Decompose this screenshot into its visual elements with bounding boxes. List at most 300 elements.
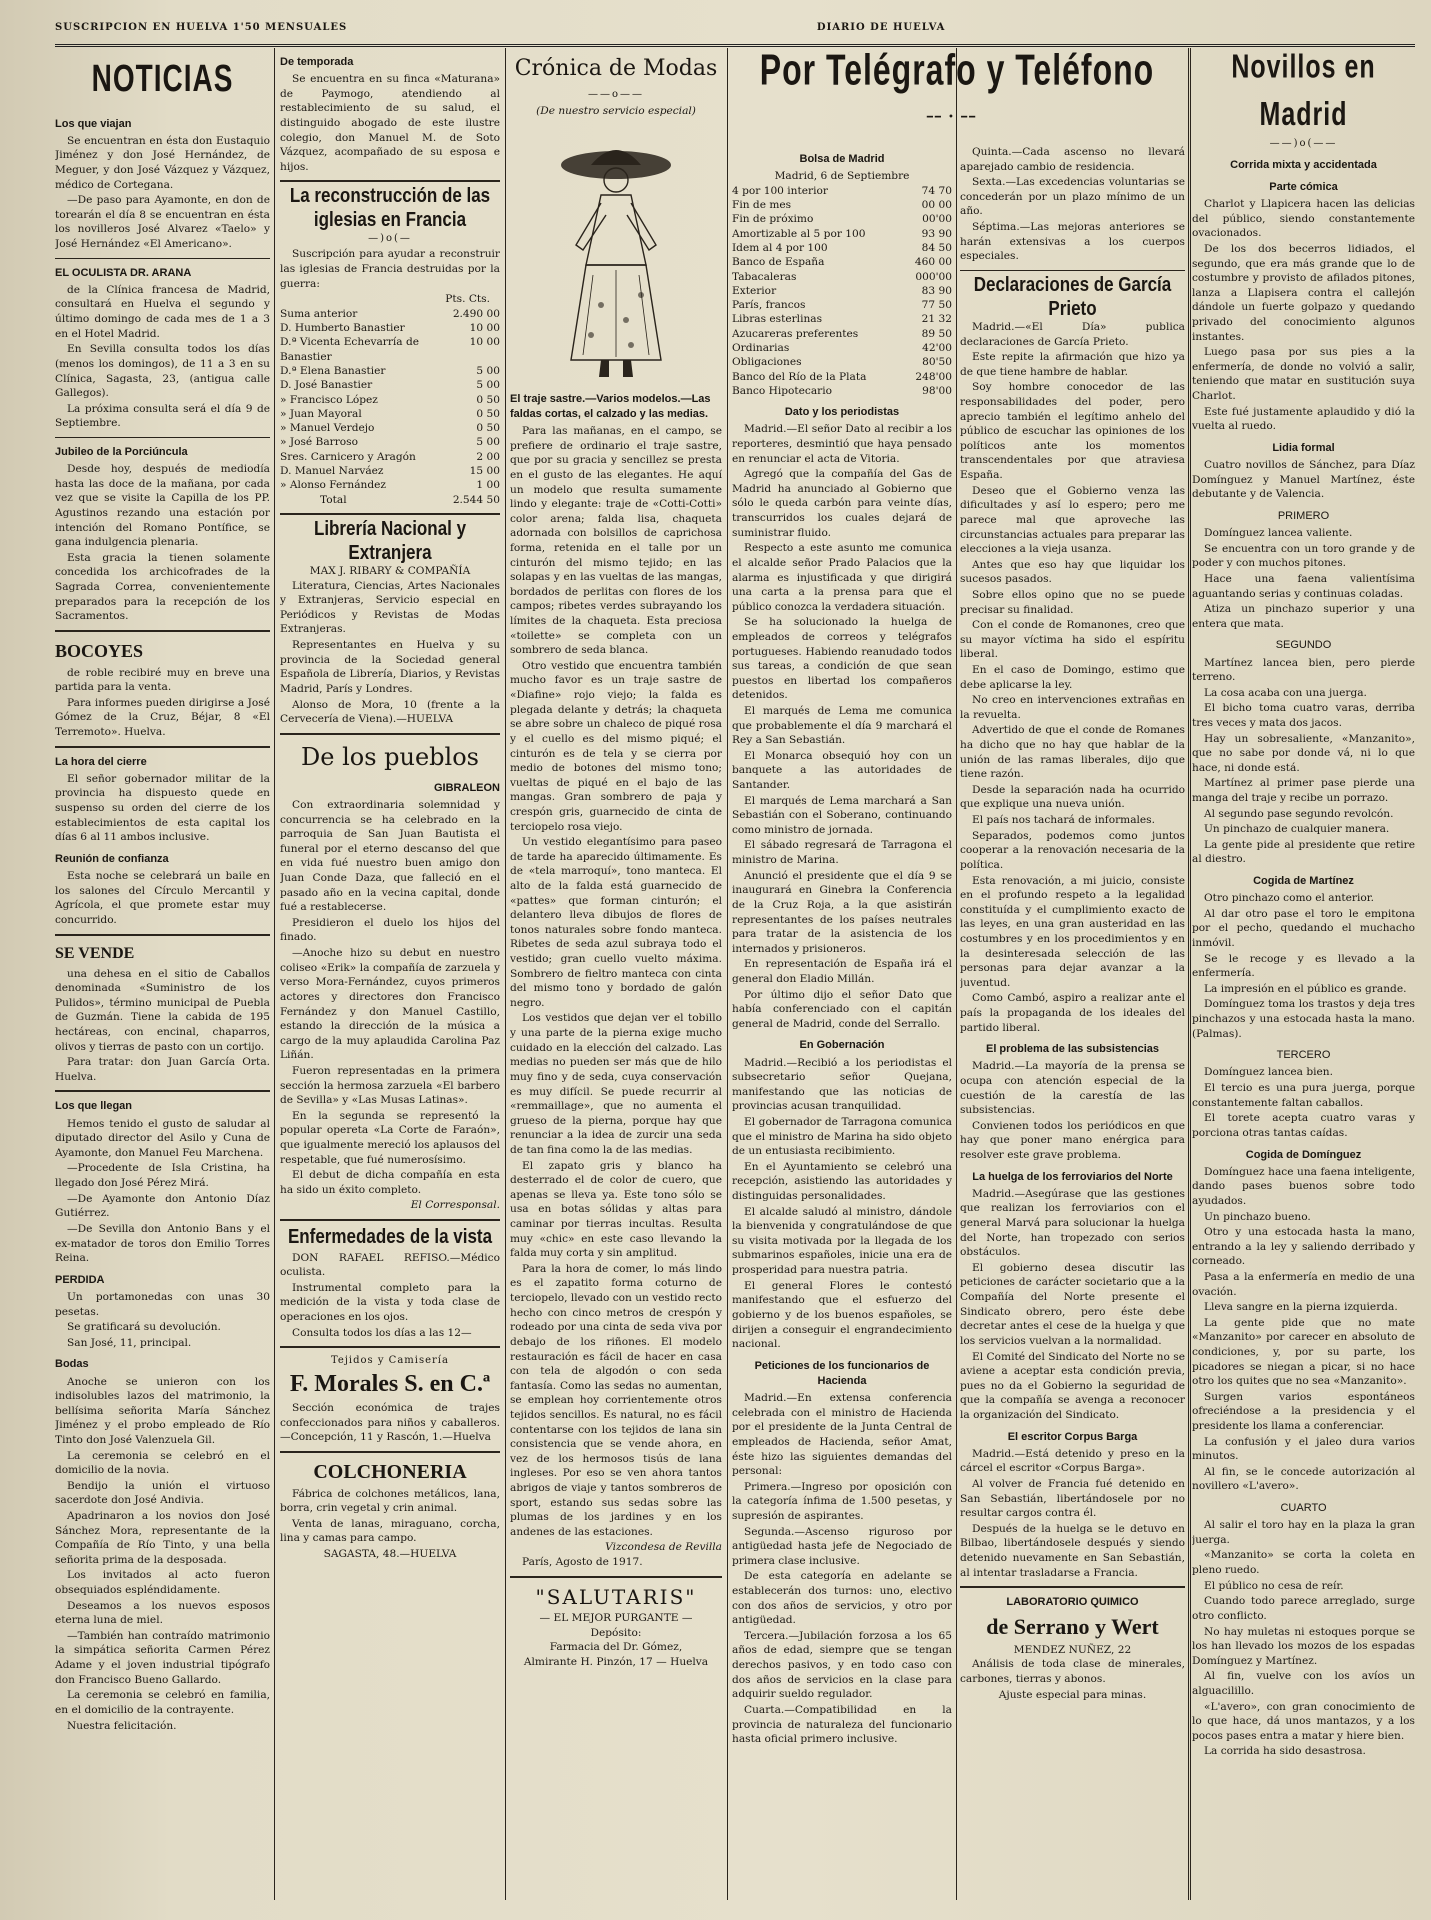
article-text: Esta renovación, a mi juicio, consiste en el profundo respeto a la legalidad constituída y el cumplimiento exacto de las leyes, en una gran austeridad en las costumbres y en los procedimientos y en la desinteresada selección de las personas para dejar avanzar a la juventud.: [960, 874, 1185, 989]
article-text: Antes que eso hay que liquidar los sucesos pasados.: [960, 558, 1185, 586]
article-text: La ceremonia se celebró en familia, en el domicilio de la contrayente.: [55, 1689, 270, 1716]
article-text: Venta de lanas, miraguano, corcha, lina y camas para campo.: [280, 1517, 500, 1545]
article-text: Sexta.—Las excedencias voluntarias se concederán por un plazo mínimo de un año.: [960, 176, 1185, 218]
list-row: [280, 393, 500, 407]
row-label: Amortizable al 5 por 100: [732, 227, 866, 240]
row-label: Banco Hipotecario: [732, 384, 832, 397]
article-text: Sobre ellos opino que no se puede precisar su finalidad.: [960, 588, 1185, 616]
row-value: 10 00: [469, 336, 500, 349]
article-text: Este fué justamente aplaudido y dió la vuelta al ruedo.: [1192, 405, 1415, 433]
row-label: D. Manuel Narváez: [280, 465, 384, 478]
article-text: Al dar otro pase el toro le empitona por el pecho, quedando el muchacho inmóvil.: [1192, 907, 1415, 950]
list-row: [732, 212, 952, 226]
article-text: Con extraordinaria solemnidad y concurrencia se ha celebrado en la parroquia de San Juan Bautista el funeral por el eterno descanso del que en vida fué nuestro buen amigo don Juan Conde Daza, que falleció en el pasado año en la vecina capital, donde fué a restablecerse.: [280, 799, 500, 914]
article-text: La corrida ha sido desastrosa.: [1204, 1745, 1366, 1758]
article-heading: SEGUNDO: [1275, 639, 1332, 652]
article-text: Después de la huelga se le detuvo en Bilbao, libertándosele después y siendo detenido nuevamente en San Sebastián, al intentar trasladarse a Francia.: [960, 1522, 1185, 1579]
article-text: Para las mañanas, en el campo, se prefiere de ordinario el traje sastre, que por su gracia y sencillez se presta en el gusto de las elegantes. He aquí un modelo que resulta sumamente lindo y elegante: traje de «Cotti-Cotti» color arena; falda lisa, chaqueta adornada con bolsillos de caprichosa forma, retenida en el talle por un cinturón del mismo tejido; en las solapas y en las vueltas de las mangas, bordados de perlitas con flores de los campos; ribetes verdes subrayando los límites de la chaqueta. Esta preciosa «toilette» se completa con un sombrero de seda blanca.: [510, 425, 722, 657]
article-text: Primera.—Ingreso por oposición con la categoría ínfima de 1.500 pesetas, y supresión de aspirantes.: [732, 1480, 952, 1522]
article-text: El torete acepta cuatro varas y porciona otras tantas caídas.: [1192, 1112, 1415, 1139]
ad-title-vista: Enfermedades de la vista: [287, 1225, 493, 1248]
list-row: [732, 298, 952, 312]
article-heading: Bodas: [55, 1358, 89, 1371]
article-text: Madrid.—Asegúrase que las gestiones que realizan los ferroviarios con el general Marvá para solucionar la huelga del Norte, han tropezado con serios obstáculos.: [960, 1187, 1185, 1259]
article-text: Separados, podemos como juntos cooperar a la renovación necesaria de la política.: [960, 829, 1185, 871]
row-value: 80'50: [922, 356, 952, 369]
article-text: Deseamos a los nuevos esposos eterna luna de miel.: [55, 1599, 270, 1627]
article-text: La gente pide al presidente que retire al diestro.: [1192, 838, 1415, 866]
row-label: » Manuel Verdejo: [280, 422, 375, 435]
article-text: Tercera.—Jubilación forzosa a los 65 años de edad, siempre que se tengan derechos pasivos, y en todo caso con dos años de servicios en la clase para adquirir sueldo regulador.: [732, 1629, 952, 1701]
article-text: Domínguez toma los trastos y deja tres pinchazos y una estocada hasta la mano. (Palmas).: [1192, 998, 1415, 1040]
article-heading: La hora del cierre: [55, 755, 147, 768]
article-text: Se encuentra con un toro grande y de poder y con muchos pitones.: [1192, 542, 1415, 570]
ad-address: SAGASTA, 48.—HUELVA: [323, 1548, 457, 1561]
column-rule: [274, 48, 275, 1900]
list-row: [280, 335, 500, 364]
ad-title-colchoneria: COLCHONERIA: [313, 1461, 467, 1483]
article-text: Literatura, Ciencias, Artes Nacionales y Extranjeras, Servicio especial en Periódicos y Revistas de Modas Extranjeras.: [280, 579, 500, 636]
article-text: «L'avero», con gran conocimiento de lo que hace, dá unos mantazos, y a los pocos pases entra a matar y hiere bien.: [1192, 1700, 1415, 1742]
article-text: DON RAFAEL REFISO.—Médico oculista.: [280, 1251, 500, 1279]
list-row: [280, 407, 500, 421]
article-text: En representación de España irá el general don Eladio Millán.: [732, 958, 952, 985]
article-text: Presidieron el duelo los hijos del finado.: [280, 916, 500, 944]
title-ornament: ━━ • ━━: [926, 112, 978, 123]
section-title-garcia-prieto: Declaraciones de García Prieto: [973, 272, 1172, 320]
row-value: 42'00: [922, 342, 952, 355]
article-heading: Los que llegan: [55, 1100, 133, 1113]
row-label: Sres. Carnicero y Aragón: [280, 450, 416, 463]
fashion-illustration: [531, 125, 701, 385]
article-text: Esta noche se celebrará un baile en los salones del Círculo Mercantil y Agrícola, el que promete estar muy concurrido.: [55, 870, 270, 926]
article-text: Madrid.—El señor Dato al recibir a los reporteres, desmintió que haya pensado en renunciar el acta de Vitoria.: [732, 423, 952, 465]
row-value: 74 70: [921, 184, 952, 197]
article-text: La ceremonia se celebró en el domicilio de la novia.: [55, 1449, 270, 1477]
article-text: Anunció el presidente que el día 9 se inaugurará en Ginebra la Conferencia de la Cruz Roja, a la que asistirán representantes de los países neutrales para tratar de la asistencia de los internados y prisioneros.: [732, 869, 952, 955]
article-text: Al fin, vuelve con los avíos un alguacilillo.: [1192, 1670, 1415, 1697]
article-heading: TERCERO: [1276, 1049, 1331, 1062]
article-text: —Procedente de Isla Cristina, ha llegado don José Pérez Mirá.: [55, 1162, 270, 1190]
article-text: Al segundo pase segundo revolcón.: [1204, 807, 1394, 820]
article-text: Agregó que la compañía del Gas de Madrid ha anunciado al Gobierno que sólo le queda carbón para veinte días, transcurridos los cuales dejará de suministrar fluido.: [732, 468, 952, 539]
article-text: Para tratar: don Juan García Orta. Huelva.: [55, 1056, 270, 1083]
list-row: [732, 355, 952, 369]
article-text: Se encuentra en su finca «Maturana» de Paymogo, atendiendo al restablecimiento de su salud, el distinguido abogado de este ilustre colegio, don Manuel M. de Soto Vázquez, acompañado de su esposa e hijos.: [280, 73, 500, 173]
article-heading: El problema de las subsistencias: [985, 1043, 1159, 1056]
section-title-modas: Crónica de Modas: [514, 56, 718, 81]
article-heading: PRIMERO: [1277, 509, 1330, 522]
article-text: Atiza un pinchazo superior y una entera que mata.: [1192, 603, 1415, 630]
article-text: Domínguez hace una faena inteligente, dando pases buenos sobre todo ayudados.: [1192, 1165, 1415, 1207]
article-heading: La huelga de los ferroviarios del Norte: [972, 1170, 1173, 1183]
column-telegrafo-body: [732, 145, 952, 1900]
article-heading: Lidia formal: [1272, 441, 1335, 454]
article-text: Un pinchazo de cualquier manera.: [1204, 823, 1390, 836]
article-text: Sección económica de trajes confeccionados para niños y caballeros.—Concepción, 11 y Rascón, 1.—Huelva: [280, 1402, 500, 1444]
article-text: Se le recoge y es llevado a la enfermería.: [1192, 952, 1415, 980]
section-title-noticias: NOTICIAS: [91, 57, 234, 100]
dateline-place: GIBRALEON: [434, 781, 500, 794]
list-row: [732, 227, 952, 241]
article-text: De esta categoría en adelante se establecerán dos turnos: uno, electivo con dos años de servicios, y otro por antigüedad.: [732, 1570, 952, 1627]
section-title-pueblos: De los pueblos: [301, 742, 479, 771]
article-heading: Peticiones de los funcionarios de Hacienda: [754, 1359, 930, 1387]
ad-line: Farmacia del Dr. Gómez,: [549, 1641, 683, 1654]
article-text: Cuando todo parece arreglado, surge otro conflicto.: [1192, 1595, 1415, 1622]
article-text: —De Ayamonte don Antonio Díaz Gutiérrez.: [55, 1192, 270, 1220]
article-text: Bendijo la unión el virtuoso sacerdote don José Andivia.: [55, 1479, 270, 1507]
list-row: [732, 312, 952, 326]
row-value: 1 00: [476, 479, 500, 492]
row-label: Suma anterior: [280, 307, 358, 320]
article-text: Representantes en Huelva y su provincia de la Sociedad general Española de Librería, Diarios, y Revistas Madrid, París y Londres.: [280, 639, 500, 695]
masthead-strip: [55, 22, 1415, 47]
article-text: Anoche se unieron con los indisolubles lazos del matrimonio, la bellísima señorita María Sánchez Jiménez y el probo empleado de Río Tinto don José Valenzuela Gil.: [55, 1375, 270, 1446]
article-text: El público no cesa de reír.: [1204, 1579, 1344, 1592]
article-text: Fábrica de colchones metálicos, lana, borra, crin vegetal y crin animal.: [280, 1487, 500, 1515]
article-text: Segunda.—Ascenso riguroso por antigüedad hasta jefe de Negociado de primera clase inclusive.: [732, 1525, 952, 1567]
list-row: [732, 270, 952, 284]
article-text: La próxima consulta será el día 9 de Septiembre.: [55, 402, 270, 430]
stock-table: [732, 184, 952, 398]
dateline: Madrid, 6 de Septiembre: [774, 170, 910, 183]
article-text: El señor gobernador militar de la provincia ha dispuesto quede en suspenso su orden del cierre de los establecimientos de esta capital los días 6 al 11 ambos inclusive.: [55, 772, 270, 844]
article-text: una dehesa en el sitio de Caballos denominada «Suministro de los Pulidos», término municipal de Puebla de Guzmán. Tiene la cabida de 195 hectáreas, con encinal, chaparros, olivos y tierras de pasto con un cortijo.: [55, 967, 270, 1053]
article-text: El Comité del Sindicato del Norte no se aviene a aceptar esta condición previa, pues no da el Gobierno la seguridad de que la compañía se avenga a reconocer la organización del Sindicato.: [960, 1350, 1185, 1421]
section-title-novillos: Novillos en Madrid: [1231, 48, 1376, 133]
column-rule: [505, 48, 506, 1900]
article-text: El gobierno desea discutir las peticiones de carácter societario que a la Compañía del Norte presente el Sindicato obrero, pero éste debe decretar antes el cese de la huelga y que los servicios vuelvan a la normalidad.: [960, 1261, 1185, 1347]
article-text: La cosa acaba con una juerga.: [1204, 686, 1367, 699]
article-heading: En Gobernación: [799, 1039, 885, 1052]
row-label: Banco del Río de la Plata: [732, 370, 867, 383]
article-text: Esta gracia la tienen solamente concedida los archicofrades de la Sagrada Correa, convenientemente preparados para la recepción de los Sacramentos.: [55, 551, 270, 623]
article-heading: El escritor Corpus Barga: [1007, 1430, 1138, 1443]
row-label: 4 por 100 interior: [732, 184, 828, 197]
article-text: Otro vestido que encuentra también mucho favor es un traje sastre de «Diafine» rojo viejo; la falda es plegada delante y detrás; la chaqueta se abre sobre un chaleco de piqué rosa y el cuello es del mismo piqué; el cinturón es de tela y se cierra por medio de botones del mismo tono; vueltas de piqué en el bajo de las mangas. Gran sombrero de paja y crespón gris, guarnecido de cinta de terciopelo rosa viejo.: [510, 659, 722, 833]
article-text: Madrid.—Está detenido y preso en la cárcel el escritor «Corpus Barga».: [960, 1447, 1185, 1475]
article-text: De los dos becerros lidiados, el segundo, que era más grande que lo de costumbre y provisto de afilados pitones, lanza a Llapisera contra el callejón dándole un fuerte golpazo y quedando privado del conocimiento algunos instantes.: [1192, 242, 1415, 343]
subscription-total: Total 2.544 50: [320, 493, 500, 506]
article-text: Para informes pueden dirigirse a José Gómez de la Cruz, Béjar, 8 «El Terremoto». Huelva.: [55, 696, 270, 739]
article-text: El tercio es una pura juerga, porque constantemente faltan caballos.: [1192, 1082, 1415, 1109]
row-value: 89 50: [921, 327, 952, 340]
article-text: Lleva sangre en la pierna izquierda.: [1204, 1301, 1398, 1314]
article-text: Pasa a la enfermería en medio de una ovación.: [1192, 1270, 1415, 1298]
article-text: Se gratificará su devolución.: [67, 1321, 221, 1334]
row-value: 83 90: [921, 284, 952, 297]
article-text: Otro y una estocada hasta la mano, entrando a la ley y saliendo derribado y corneado.: [1192, 1226, 1415, 1268]
article-text: Consulta todos los días a las 12—: [292, 1326, 472, 1339]
ad-heading: EL OCULISTA DR. ARANA: [55, 266, 192, 279]
article-text: de la Clínica francesa de Madrid, consultará en Huelva el segundo y último domingo de cada mes de 1 a 3 en el Hotel Madrid.: [55, 283, 270, 340]
article-text: —De paso para Ayamonte, en don de torearán el día 8 se encuentran en ésta los novilleros José Alvarez «Taelo» y José Hernández «El Americano».: [55, 194, 270, 251]
article-text: Instrumental completo para la medición de la vista y toda clase de operaciones en los ojos.: [280, 1281, 500, 1324]
article-text: No creo en intervenciones extrañas en la revuelta.: [960, 694, 1185, 721]
row-label: Exterior: [732, 284, 777, 297]
article-text: Para la hora de comer, lo más lindo es el zapatito forma coturno de terciopelo, llevado con un vestido recto hecho con cinco metros de crespón y rodeado por una cinta de seda viva por debajo de los riñones. El modelo restauración es fácil de hacer en casa con tela de algodón o con seda fantasía. Como las sedas no aumentan, se emplean hoy corrientemente otros tejidos sencillos. Es natural, no es fácil contentarse con los tejidos de lana sin consistencia que se vende ahora, en vez de los hermosos tisús de lana ingleses. Por eso se ven ahora tantos abrigos de viaje y tantos sombreros de sport, estando sus sedas sobre las plumas de los jardines y en los andenes de las estaciones.: [510, 1262, 722, 1538]
row-value: 00'00: [922, 213, 952, 226]
article-text: Con el conde de Romanones, creo que su mayor víctima ha sido el espíritu liberal.: [960, 619, 1185, 661]
article-text: Charlot y Llapicera hacen las delicias del público, siendo constantemente ovacionados.: [1192, 198, 1415, 240]
row-label: Obligaciones: [732, 356, 802, 369]
article-text: En la segunda se representó la popular opereta «La Corte de Faraón», que igualmente mereció los aplausos del respetable, que fué numerosísimo.: [280, 1109, 500, 1166]
column-rule: [956, 48, 957, 1900]
ad-name-morales: F. Morales S. en C.ª: [289, 1371, 491, 1398]
article-heading: Bolsa de Madrid: [799, 153, 885, 165]
article-text: Luego pasa por sus pies a la enfermería, de donde no volvió a salir, teniendo que matar en sustitución suya Charlot.: [1192, 346, 1415, 403]
article-text: Madrid.—La mayoría de la prensa se ocupa con atención especial de la cuestión de la carestía de las subsistencias.: [960, 1060, 1185, 1117]
ad-name-salutaris: "SALUTARIS": [535, 1584, 697, 1609]
article-text: Domínguez lancea bien.: [1204, 1066, 1333, 1079]
article-text: El alcalde saludó al ministro, dándole la bienvenida y congratulándose de que su visita motivada por la llegada de los submarinos españoles, inicie una era de prosperidad para nuestra patria.: [732, 1205, 952, 1277]
article-text: «Manzanito» se corta la coleta en pleno ruedo.: [1192, 1549, 1415, 1577]
row-value: 10 00: [469, 322, 500, 335]
article-heading: Corrida mixta y accidentada: [1230, 158, 1377, 171]
article-text: de roble recibiré muy en breve una partida para la venta.: [55, 666, 270, 694]
row-label: Azucareras preferentes: [732, 327, 859, 340]
article-text: En Sevilla consulta todos los días (menos los domingos), de 11 a 3 en su Clínica, Sagasta, 23, (antigua calle Gallegos).: [55, 343, 270, 400]
row-label: Libras esterlinas: [732, 313, 823, 326]
column-noticias: [55, 48, 270, 1900]
column-rule: [1188, 48, 1191, 1900]
list-row: [732, 255, 952, 269]
list-row: [732, 341, 952, 355]
list-row: [280, 478, 500, 492]
row-label: » José Barroso: [280, 436, 358, 449]
row-label: » Juan Mayoral: [280, 407, 362, 420]
list-row: [280, 450, 500, 464]
column-cronica-modas: Crónica de Modas ——o—— (De nuestro servicio especial) El traje sastre.—Varios modelos.—Las faldas cortas, el calzado y las medias. Para las mañanas, en el campo, se prefiere de ordinario el traje sastre, que por su gracia y sencillez se presta en el gusto de las elegantes. He aquí un modelo que resulta sumamente lindo y elegante: traje de «Cotti-Cotti» color arena; falda lisa, chaqueta adornada con bolsillos de caprichosa forma, retenida en el talle por un cinturón del mismo tejido; en las solapas y en las vueltas de las mangas, bordados de perlitas con flores de los campos; ribetes verdes subrayando los límites de la chaqueta. Esta preciosa «toilette» se completa con un sombrero de seda blanca. Otro vestido que encuentra también mucho favor es un traje sastre de «Diafine» rojo viejo; la falda es plegada delante y detrás; la chaqueta se abre sobre un chaleco de piqué rosa y el cuello es del mismo piqué; el cinturón es de tela y se cierra por medio de botones del mismo tono; vueltas de piqué en el bajo de las mangas. Gran sombrero de paja y crespón gris, guarnecido de cinta de terciopelo rosa viejo. Un vestido elegantísimo para paseo de tarde ha aparecido últimamente. Es de «tela marroquí», tono manteca. El alto de la falda está guarnecido de «pattes» que forman cinturón; el delantero lleva dibujos de flores de tonos naturales sobre fondo manteca. Ribetes de seda azul subraya todo el vestido; gran cuello vuelto máxima. Sombrero de fieltro manteca con cinta del mismo tono y bordado de galón negro. Los vestidos que dejan ver el tobillo y una parte de la pierna exige mucho cuidado en la elección del calzado. Las medias no pueden ser más que de hilo muy fino y de seda, cuya conservación es muy difícil. Se puede recurrir al «remmaillage», que no aumenta el grueso de la pierna, porque hay que renunciar a la idea de zurcir una seda de tan fina como la de las medias. El zapato gris y blanco ha desterrado el de color de cuero, que apenas se lleva ya. Este tono sólo se usa en botas sólidas y altas para caminar por tierras incultas. Resulta muy «chic» en este caso llevando la falda muy corta y sin amplitud. Para la hora de comer, lo más lindo es el zapatito forma coturno de terciopelo, llevado con un vestido recto hecho con cinco metros de crespón y rodeado por una cinta de seda viva por debajo de los riñones. El modelo restauración es fácil de hacer en casa con tela de algodón o con seda fantasía. Como las sedas no aumentan, se emplean hoy corrientemente otros tejidos sencillos. Es natural, no es fácil contentarse con los tejidos de lana sin consistencia que se vende ahora, en vez de los hermosos tisús de lana ingleses. Por eso se ven ahora tantos abrigos de viaje y tantos sombreros de sport, estando sus sedas sobre las plumas de los jardines y en los andenes de las estaciones. Vizcondesa de Revilla París, Agosto de 1917. "SALUTARIS" — EL MEJOR PURGANTE — Depósito: Farmacia del Dr. Gómez, Almirante H. Pinzón, 17 — Huelva: [510, 56, 722, 1669]
article-text: Un pinchazo bueno.: [1204, 1210, 1311, 1223]
ad-name-serrano-wert: de Serrano y Wert: [986, 1614, 1159, 1640]
article-text: Al salir el toro hay en la plaza la gran juerga.: [1192, 1519, 1415, 1546]
article-text: Madrid.—«El Día» publica declaraciones de García Prieto.: [960, 320, 1185, 348]
article-text: Desde hoy, después de mediodía hasta las doce de la mañana, por cada vez que se visite la Capilla de los PP. Agustinos rezando una estación por intención del Romano Pontífice, se gana indulgencia plenaria.: [55, 463, 270, 549]
article-text: —También han contraído matrimonio la simpática señorita Carmen Pérez Adame y el joven industrial tipógrafo don Francisco Bueno Gallardo.: [55, 1629, 270, 1686]
article-text: Madrid.—En extensa conferencia celebrada con el ministro de Hacienda por el presidente de la Junta Central de empleados de Hacienda, señor Amat, éste hizo las siguientes demandas del personal:: [732, 1392, 952, 1478]
article-text: Los vestidos que dejan ver el tobillo y una parte de la pierna exige mucho cuidado en la elección del calzado. Las medias no pueden ser más que de hilo muy fino y de seda, cuya conservación es muy difícil. Se puede recurrir al «remmaillage», que no aumenta el grueso de la pierna, porque hay que renunciar a la idea de zurcir una seda de tan fina como la de las medias.: [510, 1012, 722, 1156]
article-text: El país nos tachará de informales.: [972, 814, 1155, 827]
article-text: En el caso de Domingo, estimo que debe aplicarse la ley.: [960, 663, 1185, 691]
article-text: Hay un sobresaliente, «Manzanito», que no sabe por donde vá, ni lo que hace, ni donde está.: [1192, 732, 1415, 774]
list-row: [280, 321, 500, 335]
row-label: D.ª Vicenta Echevarría de Banastier: [280, 336, 420, 363]
article-text: Domínguez lancea valiente.: [1204, 527, 1353, 540]
article-text: Al volver de Francia fué detenido en San Sebastián, libertándosele por no resultar cargos contra él.: [960, 1477, 1185, 1520]
row-value: 000'00: [915, 270, 952, 283]
row-value: 93 90: [921, 227, 952, 240]
row-value: 84 50: [921, 241, 952, 254]
article-text: Martínez lancea bien, pero pierde terreno.: [1192, 656, 1415, 684]
row-value: 2 00: [476, 450, 500, 463]
row-value: 2.490 00: [452, 307, 500, 320]
list-row: [732, 241, 952, 255]
article-text: Este repite la afirmación que hizo ya de que tiene hambre de hablar.: [960, 351, 1185, 378]
article-text: La confusión y el jaleo dura varios minutos.: [1192, 1435, 1415, 1463]
subscription-list: [280, 307, 500, 493]
list-row: [280, 464, 500, 478]
article-text: Se ha solucionado la huelga de empleados de correos y telégrafos portugueses. Habiendo reanudado todos sus tareas, a condición de que sean puestos en libertad los compañeros detenidos.: [732, 616, 952, 702]
column-5: [960, 145, 1185, 1900]
article-text: Alonso de Mora, 10 (frente a la Cervecería de Viena).—HUELVA: [280, 698, 500, 726]
amount-unit: Pts. Cts.: [445, 293, 490, 306]
ad-heading: BOCOYES: [55, 640, 144, 661]
subscription-line: SUSCRIPCION EN HUELVA 1'50 MENSUALES: [55, 22, 348, 33]
article-text: Desde la separación nada ha ocurrido que explique una nueva unión.: [960, 783, 1185, 811]
section-subtitle: (De nuestro servicio especial): [536, 105, 696, 118]
article-text: Soy hombre conocedor de las responsabilidades del poder, pero aprecio también el legítimo anhelo del público de escuchar las opiniones de los políticos ante los momentos transcendentales por que atraviesa España.: [960, 381, 1185, 482]
article-text: Otro pinchazo como el anterior.: [1204, 892, 1375, 905]
row-label: D. Humberto Banastier: [280, 322, 405, 335]
row-label: » Francisco López: [280, 393, 378, 406]
newspaper-name: DIARIO DE HUELVA: [816, 22, 946, 33]
article-text: Un portamonedas con unas 30 pesetas.: [55, 1290, 270, 1318]
article-heading: Parte cómica: [1269, 180, 1338, 193]
row-value: 0 50: [476, 393, 500, 406]
article-text: La impresión en el público es grande.: [1204, 982, 1407, 995]
list-row: [280, 378, 500, 392]
article-text: El marqués de Lema me comunica que probablemente el día 9 marchará el Rey a San Sebastián.: [732, 704, 952, 747]
article-text: Fueron representadas en la primera sección la hermosa zarzuela «El barbero de Sevilla» y «Las Musas Latinas».: [280, 1064, 500, 1107]
row-label: Ordinarias: [732, 342, 790, 355]
article-text: Convienen todos los periódicos en que hay que poner mano enérgica para resolver este grave problema.: [960, 1119, 1185, 1162]
article-text: No hay muletas ni estoques porque se los han llevado los mozos de los espadas Domínguez y Martínez.: [1192, 1625, 1415, 1667]
article-text: La gente pide que no mate «Manzanito» por carecer en absoluto de condiciones, y, por su parte, los picadores se niegan a picar, si no hace otro los quites que no sea «Manzanito».: [1192, 1316, 1415, 1388]
list-row: [280, 435, 500, 449]
list-row: [732, 198, 952, 212]
row-value: 0 50: [476, 407, 500, 420]
row-value: 77 50: [921, 299, 952, 312]
row-value: 15 00: [469, 465, 500, 478]
row-value: 5 00: [476, 364, 500, 377]
ad-address: MENDEZ NUÑEZ, 22: [1013, 1643, 1132, 1656]
ad-heading: SE VENDE: [55, 944, 135, 962]
article-text: Hemos tenido el gusto de saludar al diputado director del Asilo y Cuna de Ayamonte, don Manuel Feu Marchena.: [55, 1117, 270, 1159]
column-rule: [727, 48, 728, 1900]
signature: Vizcondesa de Revilla: [605, 1541, 722, 1554]
article-text: Respecto a este asunto me comunica el alcalde señor Prado Palacios que la alarma es injustificada y que dirigirá una carta a la prensa para que el público conozca la verdadera situación.: [732, 542, 952, 613]
article-text: Cuatro novillos de Sánchez, para Díaz Domínguez y Manuel Martínez, éste debutante y de Valencia.: [1192, 459, 1415, 501]
article-text: El gobernador de Tarragona comunica que el ministro de Marina ha sido objeto de un entusiasta recibimiento.: [732, 1116, 952, 1158]
ad-line: Almirante H. Pinzón, 17 — Huelva: [523, 1656, 709, 1669]
row-label: D.ª Elena Banastier: [280, 364, 386, 377]
list-row: [280, 421, 500, 435]
row-value: 248'00: [915, 370, 952, 383]
article-heading: Dato y los periodistas: [784, 406, 900, 419]
article-text: Como Cambó, aspiro a realizar ante el país la propaganda de los ideales del partido liberal.: [960, 992, 1185, 1034]
ad-top-line: LABORATORIO QUIMICO: [1006, 1596, 1139, 1609]
list-row: [280, 307, 500, 321]
article-text: En el Ayuntamiento se celebró una recepción, asistiendo las autoridades y distinguidas personalidades.: [732, 1160, 952, 1203]
dateline: París, Agosto de 1917.: [522, 1556, 643, 1569]
article-text: Por último dijo el señor Dato que había conferenciado con el capitán general de Madrid, conde del Serrallo.: [732, 988, 952, 1030]
row-label: Fin de próximo: [732, 213, 814, 226]
article-text: Los invitados al acto fueron obsequiados espléndidamente.: [55, 1569, 270, 1597]
row-label: » Alonso Fernández: [280, 479, 386, 492]
article-heading: PERDIDA: [55, 1273, 105, 1286]
row-value: 5 00: [476, 379, 500, 392]
article-text: El zapato gris y blanco ha desterrado el de color de cuero, que apenas se lleva ya. Este tono sólo se usa en botas sólidas y altas para caminar por tierras incultas. Resulta muy «chic» en este caso llevando la falda muy corta y sin amplitud.: [510, 1159, 722, 1260]
article-text: Un vestido elegantísimo para paseo de tarde ha aparecido últimamente. Es de «tela marroquí», tono manteca. El alto de la falda está guarnecido de «pattes» que forman cinturón; el delantero lleva dibujos de flores de tonos naturales sobre fondo manteca. Ribetes de seda azul subraya todo el vestido; gran cuello vuelto máxima. Sombrero de fieltro manteca con cinta del mismo tono y bordado de galón negro.: [510, 836, 722, 1009]
ad-line: Depósito:: [590, 1626, 642, 1639]
list-row: [732, 284, 952, 298]
article-text: Advertido de que el conde de Romanes ha dicho que no hay que hablar de la unión de las ramas liberales, dijo que tiene razón.: [960, 724, 1185, 781]
list-row: [732, 384, 952, 398]
article-text: Deseo que el Gobierno venza las dificultades y así lo espero; pero me parece mal que aproveche las circunstancias actuales para preparar las elecciones a la vieja usanza.: [960, 484, 1185, 556]
row-value: 5 00: [476, 436, 500, 449]
article-text: Séptima.—Las mejoras anteriores se harán extensivas a los cuerpos especiales.: [960, 221, 1185, 263]
article-heading: Jubileo de la Porciúncula: [55, 445, 188, 458]
list-row: [732, 184, 952, 198]
article-text: —Anoche hizo su debut en nuestro coliseo «Erik» la compañía de zarzuela y verso Mora-Fernández, cuyos primeros actores y directores don Francisco Fernández y don Manuel Castillo, estando la dirección de la música a cargo de la muy aplaudida Carolina Paz Liñán.: [280, 947, 500, 1062]
article-lead: El traje sastre.—Varios modelos.—Las faldas cortas, el calzado y las medias.: [510, 392, 711, 420]
list-row: [732, 327, 952, 341]
row-value: 460 00: [914, 256, 952, 269]
article-text: El Monarca obsequió hoy con un banquete a las autoridades de Santander.: [732, 749, 952, 792]
article-text: Suscripción para ayudar a reconstruir las iglesias de Francia destruidas por la guerra:: [280, 248, 500, 290]
row-label: D. José Banastier: [280, 379, 373, 392]
article-text: Madrid.—Recibió a los periodistas el subsecretario señor Quejana, manifestando que las noticias de provincias acusan tranquilidad.: [732, 1056, 952, 1113]
row-label: París, francos: [732, 299, 806, 312]
article-text: Se encuentran en ésta don Eustaquio Jiménez y don José Hernández, de Meguer, y don José Vázquez y Vázquez, médico de Cortegana.: [55, 134, 270, 191]
article-text: —De Sevilla don Antonio Bans y el ex-matador de toros don Emilio Torres Reina.: [55, 1222, 270, 1265]
section-title-telegrafo: Por Telégrafo y Teléfono: [759, 45, 1155, 95]
section-title-reconstruccion: La reconstrucción de las iglesias en Francia: [289, 184, 491, 231]
row-value: 00 00: [921, 199, 952, 212]
article-text: Cuarta.—Compatibilidad en la provincia de naturaleza del funcionario hasta oficial primero inclusive.: [732, 1703, 952, 1746]
row-value: 0 50: [476, 422, 500, 435]
article-heading: Cogida de Martínez: [1253, 875, 1354, 888]
list-row: [732, 370, 952, 384]
article-text: El general Flores le contestó manifestando que el esfuerzo del gobierno y de los buenos españoles, se dirijen a conseguir el engrandecimiento nacional.: [732, 1279, 952, 1351]
article-heading: Los que viajan: [55, 117, 132, 130]
ad-subtitle: MAX J. RIBARY & COMPAÑÍA: [309, 565, 471, 578]
row-label: Tabacaleras: [732, 270, 797, 283]
row-label: Banco de España: [732, 256, 825, 269]
ad-line: Ajuste especial para minas.: [998, 1688, 1147, 1701]
article-text: Quinta.—Cada ascenso no llevará aparejado cambio de residencia.: [960, 146, 1185, 173]
article-text: Nuestra felicitación.: [67, 1719, 177, 1732]
article-heading: Reunión de confianza: [55, 852, 169, 865]
article-text: Martínez al primer pase pierde una manga del traje y recibe un porrazo.: [1192, 777, 1415, 804]
article-text: Surgen varios espontáneos ofreciéndose a la presidencia y el presidente los llama a conferenciar.: [1192, 1390, 1415, 1433]
article-text: Al fin, se le concede autorización al novillero «L'avero».: [1192, 1465, 1415, 1493]
article-heading: CUARTO: [1280, 1502, 1327, 1515]
row-label: Idem al 4 por 100: [732, 241, 828, 254]
article-text: El bicho toma cuatro varas, derriba tres veces y mata dos jacos.: [1192, 702, 1415, 729]
article-text: El sábado regresará de Tarragona el ministro de Marina.: [732, 839, 952, 867]
ad-top-line: Tejidos y Camisería: [331, 1355, 449, 1367]
ad-line: — EL MEJOR PURGANTE —: [539, 1612, 693, 1625]
article-heading: De temporada: [280, 56, 354, 68]
article-text: El marqués de Lema marchará a San Sebastián con el Soberano, continuando como ministro de jornada.: [732, 794, 952, 836]
column-novillos: Novillos en Madrid ——)o(—— Corrida mixta y accidentada Parte cómica Charlot y Llapicera hacen las delicias del público, siendo constantemente ovacionados. De los dos becerros lidiados, el segundo, que era más grande que lo de costumbre y provisto de afilados pitones, lanza a Llapisera contra el callejón dándole un fuerte golpazo y quedando privado del conocimiento algunos instantes. Luego pasa por sus pies a la enfermería, de donde no volvió a salir, teniendo que matar en sustitución suya Charlot. Este fué justamente aplaudido y dió la vuelta al ruedo. Lidia formal Cuatro novillos de Sánchez, para Díaz Domínguez y Manuel Martínez, éste debutante y de Valencia. PRIMERO Domínguez lancea valiente. Se encuentra con un toro grande y de poder y con muchos pitones. Hace una faena valientísima aguantando serias y continuas coladas. Atiza un pinchazo superior y una entera que mata. SEGUNDO Martínez lancea bien, pero pierde terreno. La cosa acaba con una juerga. El bicho toma cuatro varas, derriba tres veces y mata dos jacos. Hay un sobresaliente, «Manzanito», que no sabe por donde vá, ni lo que hace, ni donde está. Martínez al primer pase pierde una manga del traje y recibe un porrazo. Al segundo pase segundo revolcón. Un pinchazo de cualquier manera. La gente pide al presidente que retire al diestro. Cogida de Martínez Otro pinchazo como el anterior. Al dar otro pase el toro le empitona por el pecho, quedando el muchacho inmóvil. Se le recoge y es llevado a la enfermería. La impresión en el público es grande. Domínguez toma los trastos y deja tres pinchazos y una estocada hasta la mano. (Palmas). TERCERO Domínguez lancea bien. El tercio es una pura juerga, porque constantemente faltan caballos. El torete acepta cuatro varas y porciona otras tantas caídas. Cogida de Domínguez Domínguez hace una faena inteligente, dando pases buenos sobre todo ayudados. Un pinchazo bueno. Otro y una estocada hasta la mano, entrando a la ley y saliendo derribado y corneado. Pasa a la enfermería en medio de una ovación. Lleva sangre en la pierna izquierda. La gente pide que no mate «Manzanito» por carecer en absoluto de condiciones, y, por su parte, los picadores se niegan a picar, si no hace otro los quites que no sea «Manzanito». Surgen varios espontáneos ofreciéndose a la presidencia y el presidente los llama a conferenciar. La confusión y el jaleo dura varios minutos. Al fin, se le concede autorización al novillero «L'avero». CUARTO Al salir el toro hay en la plaza la gran juerga. «Manzanito» se corta la coleta en pleno ruedo. El público no cesa de reír. Cuando todo parece arreglado, surge otro conflicto. No hay muletas ni estoques porque se los han llevado los mozos de los espadas Domínguez y Martínez. Al fin, vuelve con los avíos un alguacilillo. «L'avero», con gran conocimiento de lo que hace, dá unos mantazos, y a los pocos pases entra a matar y hiere bien. La corrida ha sido desastrosa.: [1192, 48, 1415, 1900]
article-text: El debut de dicha compañía en esta ha sido un éxito completo.: [280, 1169, 500, 1196]
row-value: 98'00: [922, 384, 952, 397]
article-text: San José, 11, principal.: [67, 1336, 192, 1349]
article-text: Hace una faena valientísima aguantando serias y continuas coladas.: [1192, 572, 1415, 600]
column-2: De temporada Se encuentra en su finca «Maturana» de Paymogo, atendiendo al restablecimiento de su salud, el distinguido abogado de este ilustre colegio, don Manuel M. de Soto Vázquez, acompañado de su esposa e hijos. La reconstrucción de las iglesias en Francia —)o(— Suscripción para ayudar a reconstruir las iglesias de Francia destruidas por la guerra: Pts. Cts. Suma anterior 2.490 00 D. Humberto Banastier 10 00 D.ª Vicenta Echevarría de Banastier 10 00 D.ª Elena Banastier 5 00 D. José Banastier 5 00 » Francisco López 0 50 » Juan Mayoral 0 50 » Manuel Verdejo 0 50 » José Barroso 5 00 Sres. Carnicero y Aragón 2 00 D. Manuel Narváez 15 00 » Alonso Fernández 1 00 Total 2.544 50 Librería Nacional y Extranjera MAX J. RIBARY & COMPAÑÍA Literatura, Ciencias, Artes Nacionales y Extranjeras, Servicio especial en Periódicos y Revistas de Modas Extranjeras. Representantes en Huelva y su provincia de la Sociedad general Española de Librería, Diarios, y Revistas Madrid, París y Londres. Alonso de Mora, 10 (frente a la Cervecería de Viena).—HUELVA De los pueblos GIBRALEON Con extraordinaria solemnidad y concurrencia se ha celebrado en la parroquia de San Juan Bautista el funeral por el eterno descanso del que en vida fué nuestro buen amigo don Juan Conde Daza, que falleció en el pasado año en la vecina capital, donde fué a restablecerse. Presidieron el duelo los hijos del finado. —Anoche hizo su debut en nuestro coliseo «Erik» la compañía de zarzuela y verso Mora-Fernández, cuyos primeros actores y directores don Francisco Fernández y don Manuel Castillo, estando la dirección de la música a cargo de la muy aplaudida Carolina Paz Liñán. Fueron representadas en la primera sección la hermosa zarzuela «El barbero de Sevilla» y «Las Musas Latinas». En la segunda se representó la popular opereta «La Corte de Faraón», que igualmente mereció los aplausos del respetable, que fué numerosísimo. El debut de dicha compañía en esta ha sido un éxito completo. El Corresponsal. Enfermedades de la vista DON RAFAEL REFISO.—Médico oculista. Instrumental completo para la medición de la vista y toda clase de operaciones en los ojos. Consulta todos los días a las 12— Tejidos y Camisería F. Morales S. en C.ª Sección económica de trajes confeccionados para niños y caballeros.—Concepción, 11 y Rascón, 1.—Huelva COLCHONERIA Fábrica de colchones metálicos, lana, borra, crin vegetal y crin animal. Venta de lanas, miraguano, corcha, lina y camas para campo. SAGASTA, 48.—HUELVA: [280, 56, 500, 1561]
row-value: 21 32: [921, 313, 952, 326]
signature: El Corresponsal.: [410, 1199, 500, 1212]
article-text: Apadrinaron a los novios don José Sánchez Mora, representante de la Compañía de Río Tinto, y una bella señorita prima de la desposada.: [55, 1510, 270, 1566]
row-label: Fin de mes: [732, 199, 792, 212]
article-text: Análisis de toda clase de minerales, carbones, tierras y abonos.: [960, 1658, 1185, 1685]
ad-title-libreria: Librería Nacional y Extranjera: [313, 517, 467, 564]
article-heading: Cogida de Domínguez: [1245, 1148, 1362, 1161]
